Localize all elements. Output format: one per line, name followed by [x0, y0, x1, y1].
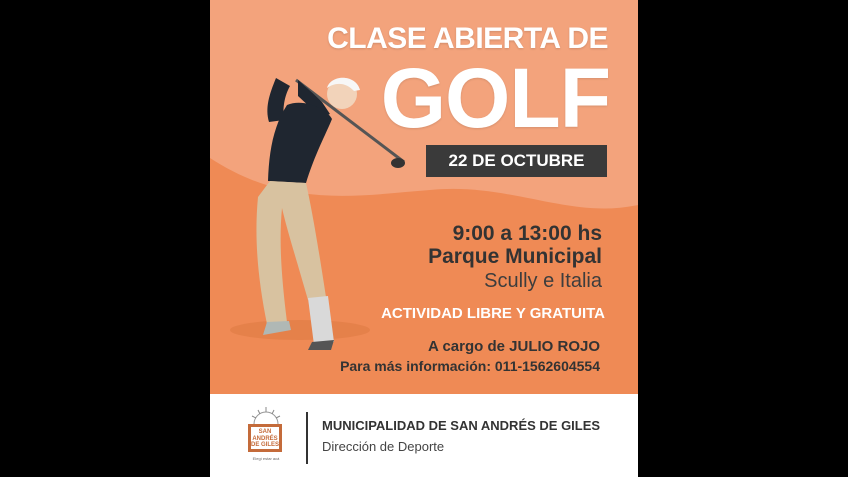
footer-divider: [306, 412, 308, 464]
leader-label: A cargo de JULIO ROJO: [428, 338, 600, 355]
golf-club-head: [391, 158, 405, 168]
sun-rays-icon: [246, 404, 286, 426]
title-golf: GOLF: [380, 51, 610, 145]
free-activity-label: ACTIVIDAD LIBRE Y GRATUITA: [381, 305, 605, 322]
event-poster: [210, 0, 638, 477]
municipality-logo: [246, 404, 286, 468]
event-street: Scully e Italia: [484, 270, 602, 292]
title-line-1: CLASE ABIERTA DE: [327, 22, 608, 55]
contact-info: Para más información: 011-1562604554: [340, 358, 600, 374]
footer-bar: [210, 394, 638, 477]
logo-box: [248, 424, 282, 452]
event-hours: 9:00 a 13:00 hs: [452, 222, 602, 245]
municipality-name: MUNICIPALIDAD DE SAN ANDRÉS DE GILES: [322, 418, 601, 433]
event-date-badge: [426, 145, 607, 177]
logo-tagline: Elegí estar acá: [252, 456, 280, 461]
logo-text: SAN ANDRÉS DE GILES: [251, 429, 280, 448]
department-name: Dirección de Deporte: [322, 439, 445, 454]
event-date: 22 DE OCTUBRE: [448, 151, 585, 170]
event-place: Parque Municipal: [428, 245, 602, 268]
